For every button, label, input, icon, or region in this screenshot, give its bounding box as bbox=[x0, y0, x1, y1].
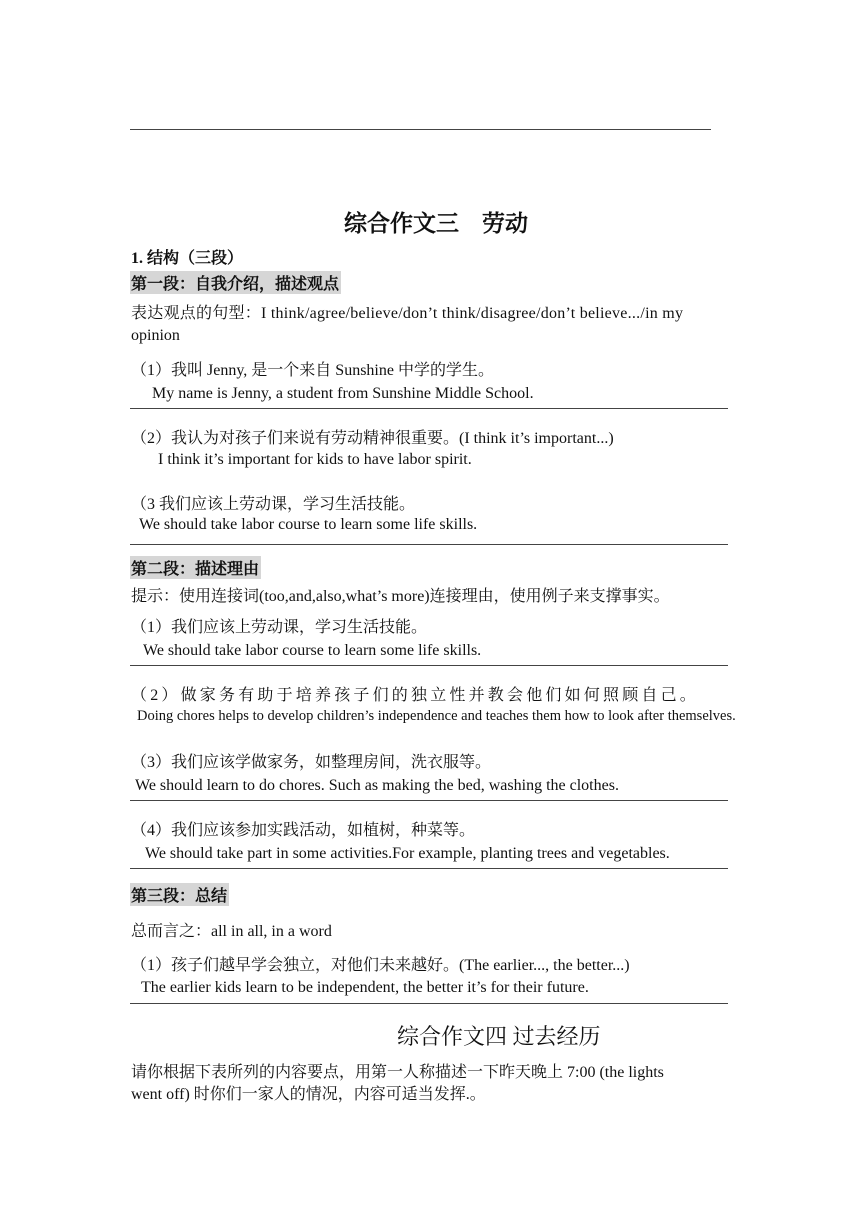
para1-item1-en: My name is Jenny, a student from Sunshine Middle School. bbox=[152, 385, 534, 402]
para1-item2-cn: （2）我认为对孩子们来说有劳动精神很重要。(I think it’s important...) bbox=[131, 430, 614, 447]
para1-pattern-line1: 表达观点的句型：I think/agree/believe/don’t think/disagree/don’t believe.../in my bbox=[131, 305, 684, 322]
header-rule bbox=[130, 129, 711, 130]
answer-line bbox=[130, 665, 728, 666]
para2-item4-cn: （4）我们应该参加实践活动，如植树，种菜等。 bbox=[131, 822, 476, 839]
para3-item1-en: The earlier kids learn to be independent, the better it’s for their future. bbox=[141, 979, 589, 996]
answer-line bbox=[130, 544, 728, 545]
answer-line bbox=[130, 800, 728, 801]
para2-item3-en: We should learn to do chores. Such as making the bed, washing the clothes. bbox=[135, 777, 619, 794]
para1-pattern-line2: opinion bbox=[131, 327, 180, 344]
essay4-title: 综合作文四 过去经历 bbox=[397, 1024, 601, 1049]
para3-item1-cn: （1）孩子们越早学会独立，对他们未来越好。(The earlier..., the better...) bbox=[131, 957, 630, 974]
para2-item1-en: We should take labor course to learn some life skills. bbox=[143, 642, 482, 659]
para2-hint: 提示：使用连接词(too,and,also,what’s more)连接理由，使用例子来支撑事实。 bbox=[131, 588, 670, 605]
para2-item3-cn: （3）我们应该学做家务，如整理房间，洗衣服等。 bbox=[131, 754, 492, 771]
answer-line bbox=[130, 1003, 728, 1004]
para1-item3-cn: （3 我们应该上劳动课，学习生活技能。 bbox=[131, 496, 416, 513]
para1-item3-en: We should take labor course to learn some life skills. bbox=[139, 516, 478, 533]
para2-item4-en: We should take part in some activities.For example, planting trees and vegetables. bbox=[145, 845, 670, 862]
para3-label: 第三段：总结 bbox=[130, 883, 229, 906]
answer-line bbox=[130, 868, 728, 869]
para2-item2-en: Doing chores helps to develop children’s independence and teaches them how to look after themselves. bbox=[137, 708, 736, 724]
para3-summary: 总而言之：all in all, in a word bbox=[131, 923, 332, 940]
para2-item1-cn: （1）我们应该上劳动课，学习生活技能。 bbox=[131, 619, 428, 636]
para1-item1-cn: （1）我叫 Jenny, 是一个来自 Sunshine 中学的学生。 bbox=[131, 362, 494, 379]
para2-label: 第二段：描述理由 bbox=[130, 556, 261, 579]
para1-item2-en: I think it’s important for kids to have labor spirit. bbox=[158, 451, 472, 468]
essay4-prompt-line2: went off) 时你们一家人的情况，内容可适当发挥.。 bbox=[131, 1086, 486, 1103]
essay4-prompt-line1: 请你根据下表所列的内容要点，用第一人称描述一下昨天晚上 7:00 (the lights bbox=[131, 1064, 664, 1081]
structure-heading: 1. 结构（三段） bbox=[131, 250, 244, 267]
para2-item2-cn: （2）做家务有助于培养孩子们的独立性并教会他们如何照顾自己。 bbox=[131, 687, 700, 704]
answer-line bbox=[130, 408, 728, 409]
essay3-title: 综合作文三 劳动 bbox=[344, 211, 528, 236]
para1-label: 第一段：自我介绍，描述观点 bbox=[130, 271, 341, 294]
